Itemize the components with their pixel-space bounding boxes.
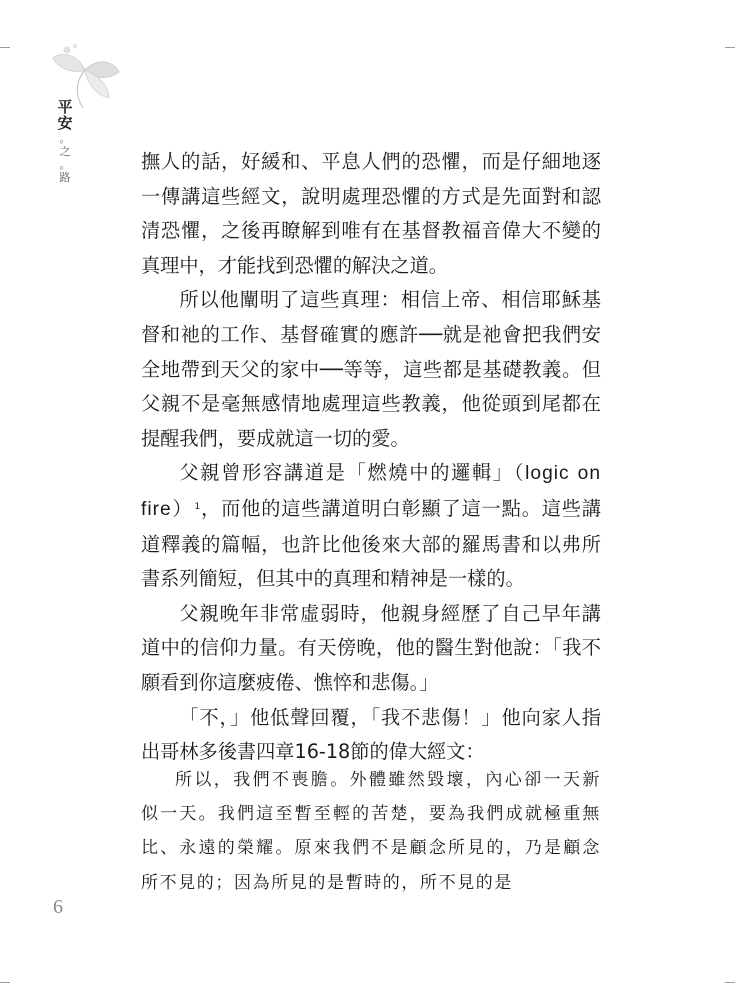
paragraph: 所以他闡明了這些真理：相信上帝、相信耶穌基督和祂的工作、基督確實的應許──就是祂會把我們安全地帶到天父的家中──等等，這些都是基礎教義。但父親不是毫無感情地處理這些教義，他從頭到尾都在提醒我們，要成就這一切的愛。 [141,288,601,450]
scripture-quote: 所以，我們不喪膽。外體雖然毀壞，內心卻一天新似一天。我們這至暫至輕的苦楚，要為我們成就極重無比、永遠的榮耀。原來我們不是顧念所見的，乃是顧念所不見的；因為所見的是暫時的，所不見的是 [141,770,601,893]
latin-phrase: logic on fire [141,463,601,520]
paragraph-segment: ，而他的這些講道明白彰顯了這一點。這些講道釋義的篇幅，也許比他後來大部的羅馬書和以弗所書系列簡短，但其中的真理和精神是一樣的。 [141,496,602,591]
paragraph: 撫人的話，好緩和、平息人們的恐懼，而是仔細地逐一傳講這些經文，說明處理恐懼的方式是先面對和認清恐懼，之後再瞭解到唯有在基督教福音偉大不變的真理中，才能找到恐懼的解決之道。 [141,150,601,277]
series-title-separator: 。 [59,158,71,171]
paragraph: 父親晚年非常虛弱時，他親身經歷了自己早年講道中的信仰力量。有天傍晚，他的醫生對他說：「我不願看到你這麼疲倦、憔悴和悲傷。」 [141,601,601,694]
series-title-separator: 。 [59,132,71,145]
crop-mark [0,982,10,983]
body-text [141,145,601,770]
series-title-char: 之 [59,145,71,158]
series-title-char: 安 [57,114,73,132]
series-title [52,100,78,184]
crop-mark [0,47,10,48]
crop-mark [725,982,735,983]
page-number: 6 [53,896,63,918]
paragraph [141,456,601,596]
paragraph-segment: ） [171,496,193,520]
paragraph: 「不，」他低聲回覆，「我不悲傷！」他向家人指出哥林多後書四章16-18節的偉大經文： [141,705,601,764]
footnote-marker[interactable]: 1 [194,501,201,512]
paragraph-segment: 父親曾形容講道是「燃燒中的邏輯」（ [179,461,526,485]
series-title-char: 路 [59,171,71,184]
series-title-char: 平 [57,98,73,116]
crop-mark [725,47,735,48]
